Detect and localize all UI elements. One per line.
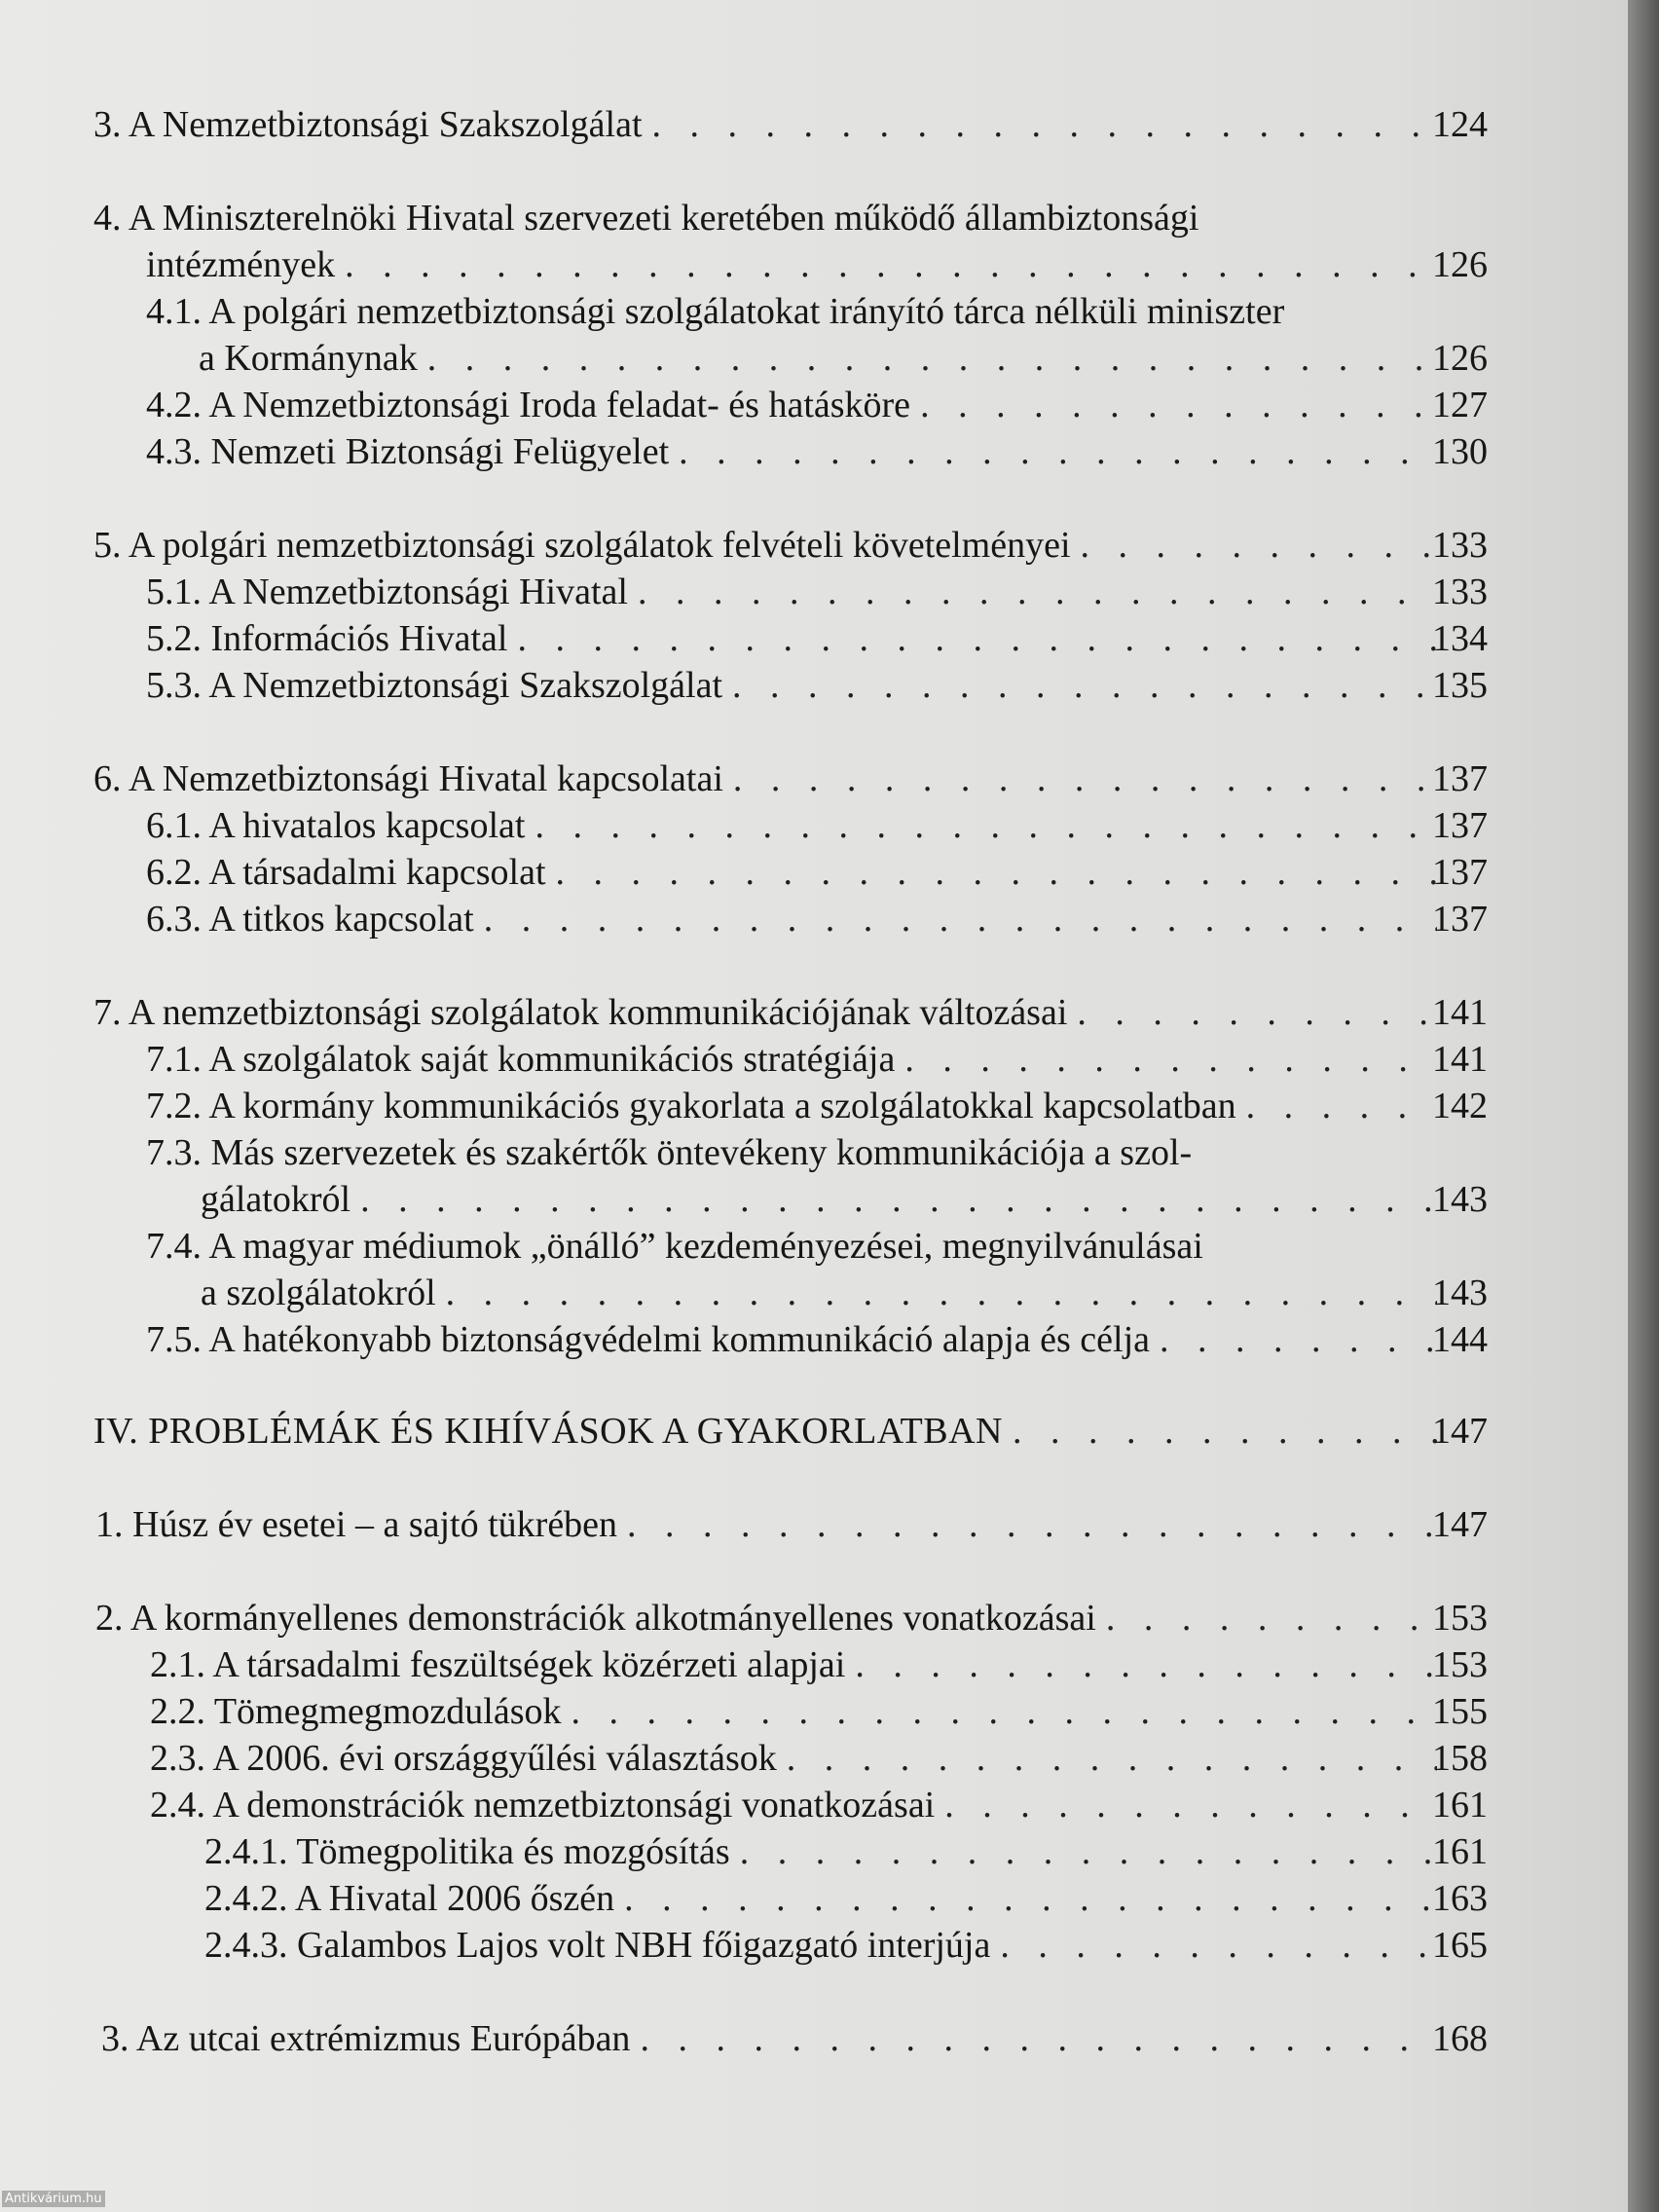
toc-page-number: 124: [1432, 104, 1488, 145]
toc-entry-title: 7.3. Más szervezetek és szakértők öntevékeny kommunikációja a szol-: [146, 1132, 1193, 1173]
toc-entry-line: [146, 802, 1437, 849]
toc-entry-line: [146, 662, 1437, 709]
toc-entry-title: 5. A polgári nemzetbiztonsági szolgálatok felvételi követelményei: [93, 525, 1071, 566]
toc-page-number: 163: [1432, 1878, 1488, 1919]
toc-entry-title: 5.1. A Nemzetbiztonsági Hivatal: [146, 571, 628, 612]
toc-page-number: 153: [1432, 1598, 1488, 1639]
toc-entry-line: [93, 522, 1437, 569]
toc-entry-title: 3. Az utcai extrémizmus Európában: [101, 2018, 631, 2059]
toc-entry-line: [93, 1408, 1437, 1455]
toc-entry-title: 2.3. A 2006. évi országgyűlési választások: [150, 1738, 777, 1779]
toc-entry-title-continued: intézmények: [146, 244, 336, 285]
dot-leader: [630, 2015, 1437, 2062]
toc-page-number: 137: [1432, 758, 1488, 799]
toc-entry-title: 1. Húsz év esetei – a sajtó tükrében: [95, 1504, 618, 1545]
toc-entry-title: 2.2. Tömegmegmozdulások: [150, 1691, 562, 1732]
toc-page-number: 153: [1432, 1644, 1488, 1685]
toc-entry-line: [146, 849, 1437, 896]
dot-leader: [614, 1875, 1437, 1922]
toc-entry-line: [146, 1083, 1437, 1129]
toc-entry-line: [201, 1270, 1437, 1316]
toc-entry-line: [101, 2015, 1437, 2062]
dot-leader: [474, 896, 1437, 942]
dot-leader: [935, 1782, 1437, 1828]
dot-leader: [617, 1501, 1437, 1548]
toc-entry-line: [150, 1782, 1437, 1828]
toc-page-number: 141: [1432, 992, 1488, 1033]
dot-leader: [1067, 989, 1437, 1036]
toc-page-number: 142: [1432, 1086, 1488, 1126]
dot-leader: [730, 1828, 1437, 1875]
toc-entry-title-continued: a Kormánynak: [199, 338, 418, 379]
book-spine-shadow: [1628, 0, 1659, 2212]
dot-leader: [1236, 1083, 1437, 1129]
toc-entry-line: [93, 989, 1437, 1036]
toc-entry-line: [204, 1875, 1437, 1922]
toc-entry-title: 5.3. A Nemzetbiztonsági Szakszolgálat: [146, 665, 723, 706]
toc-entry-title: 4.1. A polgári nemzetbiztonsági szolgálatokat irányító tárca nélküli miniszter: [146, 291, 1285, 332]
dot-leader: [1071, 522, 1437, 569]
toc-entry-line: [95, 1595, 1437, 1641]
dot-leader: [525, 802, 1437, 849]
toc-page-number: 135: [1432, 665, 1488, 706]
toc-entry-line: [150, 1688, 1437, 1735]
toc-entry-title: 4.3. Nemzeti Biztonsági Felügyelet: [146, 431, 670, 472]
toc-page-number: 133: [1432, 571, 1488, 612]
dot-leader: [669, 428, 1437, 475]
toc-entry-line: [150, 1641, 1437, 1688]
dot-leader: [643, 101, 1437, 148]
toc-entry-line: [146, 896, 1437, 942]
toc-page-number: 137: [1432, 852, 1488, 893]
toc-entry-title: 6.3. A titkos kapcsolat: [146, 899, 474, 940]
toc-page-number: 141: [1432, 1039, 1488, 1080]
toc-entry-line: [146, 382, 1437, 428]
toc-entry-title: 5.2. Információs Hivatal: [146, 618, 508, 659]
toc-page-number: 133: [1432, 525, 1488, 566]
toc-page-number: 134: [1432, 618, 1488, 659]
toc-entry-line: [204, 1922, 1437, 1969]
toc-entry-title: 7.4. A magyar médiumok „önálló” kezdeményezései, megnyilvánulásai: [146, 1226, 1203, 1267]
toc-entry-title: 2.4.1. Tömegpolitika és mozgósítás: [204, 1831, 730, 1872]
dot-leader: [723, 756, 1437, 802]
toc-entry-title: 2.1. A társadalmi feszültségek közérzeti alapjai: [150, 1644, 846, 1685]
watermark-label: Antikvárium.hu: [2, 2191, 105, 2207]
toc-entry-title: 2. A kormányellenes demonstrációk alkotmányellenes vonatkozásai: [95, 1598, 1096, 1639]
toc-entry-line: [146, 1316, 1437, 1363]
dot-leader: [1096, 1595, 1437, 1641]
toc-entry-line: [146, 569, 1437, 615]
toc-chapter-title: IV. PROBLÉMÁK ÉS KIHÍVÁSOK A GYAKORLATBAN: [93, 1411, 1003, 1452]
toc-entry-title-continued: a szolgálatokról: [201, 1272, 436, 1313]
toc-page-number: 147: [1432, 1411, 1488, 1452]
toc-entry-line: [146, 1036, 1437, 1083]
toc-page-number: 137: [1432, 899, 1488, 940]
toc-page-number: 126: [1432, 338, 1488, 379]
toc-entry-line: [201, 1176, 1437, 1223]
toc-entry-title: 2.4.2. A Hivatal 2006 őszén: [204, 1878, 615, 1919]
toc-entry-line: [204, 1828, 1437, 1875]
toc-entry-line: [146, 428, 1437, 475]
dot-leader: [562, 1688, 1437, 1735]
toc-page-number: 126: [1432, 244, 1488, 285]
toc-entry-line: [146, 241, 1437, 288]
toc-entry-title: 4. A Miniszterelnöki Hivatal szervezeti keretében működő állambiztonsági: [93, 198, 1199, 239]
dot-leader: [436, 1270, 1437, 1316]
toc-page-number: 137: [1432, 805, 1488, 846]
dot-leader: [350, 1176, 1437, 1223]
toc-entry-title: 6.2. A társadalmi kapcsolat: [146, 852, 546, 893]
toc-entry-title: 2.4. A demonstrációk nemzetbiztonsági vonatkozásai: [150, 1785, 936, 1825]
toc-entry-title-continued: gálatokról: [201, 1179, 351, 1220]
dot-leader: [1003, 1408, 1437, 1455]
dot-leader: [335, 241, 1437, 288]
dot-leader: [722, 662, 1437, 709]
toc-page-number: 158: [1432, 1738, 1488, 1779]
dot-leader: [910, 382, 1437, 428]
toc-entry-line: [150, 1735, 1437, 1782]
toc-entry-title: 4.2. A Nemzetbiztonsági Iroda feladat- és hatásköre: [146, 385, 911, 425]
dot-leader: [507, 615, 1437, 662]
dot-leader: [418, 335, 1437, 382]
toc-page-number: 155: [1432, 1691, 1488, 1732]
toc-entry-title: 6. A Nemzetbiztonsági Hivatal kapcsolatai: [93, 758, 723, 799]
dot-leader: [845, 1641, 1437, 1688]
toc-entry-title: 7.5. A hatékonyabb biztonságvédelmi kommunikáció alapja és célja: [146, 1319, 1150, 1360]
dot-leader: [990, 1922, 1437, 1969]
toc-entry-title: 7.1. A szolgálatok saját kommunikációs stratégiája: [146, 1039, 896, 1080]
toc-page-number: 147: [1432, 1504, 1488, 1545]
toc-entry-title: 7.2. A kormány kommunikációs gyakorlata a szolgálatokkal kapcsolatban: [146, 1086, 1236, 1126]
toc-page-number: 161: [1432, 1831, 1488, 1872]
toc-entry-line: [146, 615, 1437, 662]
toc-page-number: 168: [1432, 2018, 1488, 2059]
toc-entry-title: 7. A nemzetbiztonsági szolgálatok kommunikációjának változásai: [93, 992, 1068, 1033]
toc-entry-title: 3. A Nemzetbiztonsági Szakszolgálat: [93, 104, 643, 145]
toc-page-number: 161: [1432, 1785, 1488, 1825]
toc-page-number: 144: [1432, 1319, 1488, 1360]
dot-leader: [895, 1036, 1437, 1083]
toc-page-number: 165: [1432, 1925, 1488, 1966]
dot-leader: [1150, 1316, 1437, 1363]
toc-page-number: 143: [1432, 1272, 1488, 1313]
dot-leader: [777, 1735, 1437, 1782]
dot-leader: [546, 849, 1437, 896]
toc-page-number: 130: [1432, 431, 1488, 472]
dot-leader: [628, 569, 1437, 615]
toc-entry-line: [199, 335, 1437, 382]
toc-page-number: 143: [1432, 1179, 1488, 1220]
toc-entry-line: [95, 1501, 1437, 1548]
toc-entry-line: [93, 101, 1437, 148]
toc-entry-title: 2.4.3. Galambos Lajos volt NBH főigazgató interjúja: [204, 1925, 991, 1966]
toc-entry-title: 6.1. A hivatalos kapcsolat: [146, 805, 526, 846]
toc-entry-line: [93, 756, 1437, 802]
toc-page-number: 127: [1432, 385, 1488, 425]
